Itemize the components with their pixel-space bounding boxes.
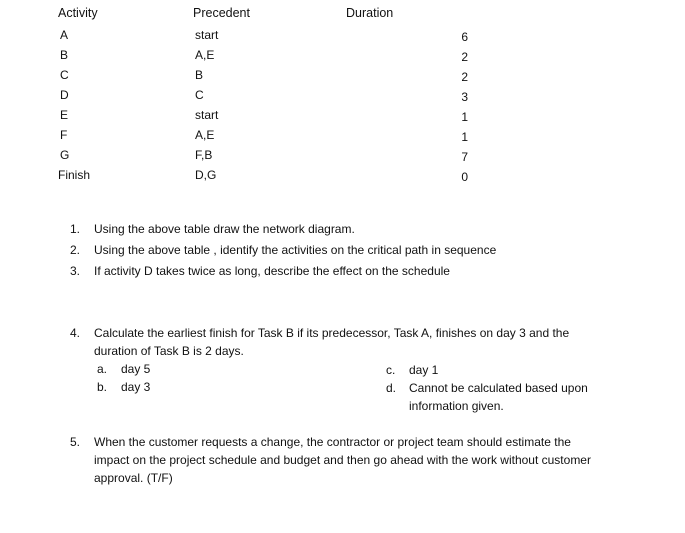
duration-cell: 2 [461, 70, 468, 84]
precedent-cell: start [195, 28, 219, 42]
precedent-cell: start [195, 108, 219, 122]
option-letter: d. [386, 381, 397, 395]
header-duration: Duration [346, 6, 394, 20]
precedent-cell: A,E [195, 128, 215, 142]
activity-cell: F [60, 128, 68, 142]
precedent-cell: F,B [195, 148, 213, 162]
header-precedent: Precedent [193, 6, 250, 20]
duration-cell: 1 [461, 130, 468, 144]
question-text: Using the above table , identify the activities on the critical path in sequence [94, 243, 497, 257]
precedent-cell: C [195, 88, 204, 102]
duration-cell: 1 [461, 110, 468, 124]
precedent-cell: A,E [195, 48, 215, 62]
activity-cell: C [60, 68, 69, 82]
option-letter: c. [386, 363, 396, 377]
option-letter: b. [97, 380, 108, 394]
activity-cell: G [60, 148, 70, 162]
question-text-line3: approval. (T/F) [94, 471, 173, 485]
question-text-line2: duration of Task B is 2 days. [94, 344, 244, 358]
option-text-line2: information given. [409, 399, 504, 413]
header-activity: Activity [58, 6, 98, 20]
question-text-line2: impact on the project schedule and budget and then go ahead with the work without customer [94, 453, 591, 467]
option-text: day 5 [121, 362, 151, 376]
question-text-line1: Calculate the earliest finish for Task B if its predecessor, Task A, finishes on day 3 and the [94, 326, 570, 340]
question-number: 5. [70, 435, 81, 449]
precedent-cell: B [195, 68, 204, 82]
question-text: Using the above table draw the network diagram. [94, 222, 355, 236]
duration-cell: 3 [461, 90, 468, 104]
activity-cell: B [60, 48, 69, 62]
option-letter: a. [97, 362, 108, 376]
question-number: 3. [70, 264, 81, 278]
question-text-line1: When the customer requests a change, the contractor or project team should estimate the [94, 435, 571, 449]
question-number: 2. [70, 243, 81, 257]
duration-cell: 0 [461, 170, 468, 184]
question-text: If activity D takes twice as long, describe the effect on the schedule [94, 264, 450, 278]
activity-cell: Finish [58, 168, 91, 182]
option-text: day 1 [409, 363, 439, 377]
question-number: 4. [70, 326, 81, 340]
precedent-cell: D,G [195, 168, 217, 182]
activity-cell: E [60, 108, 69, 122]
option-text: Cannot be calculated based upon [409, 381, 588, 395]
activity-cell: D [60, 88, 69, 102]
activity-cell: A [60, 28, 69, 42]
duration-cell: 6 [461, 30, 468, 44]
question-number: 1. [70, 222, 81, 236]
option-text: day 3 [121, 380, 151, 394]
duration-cell: 7 [461, 150, 468, 164]
duration-cell: 2 [461, 50, 468, 64]
